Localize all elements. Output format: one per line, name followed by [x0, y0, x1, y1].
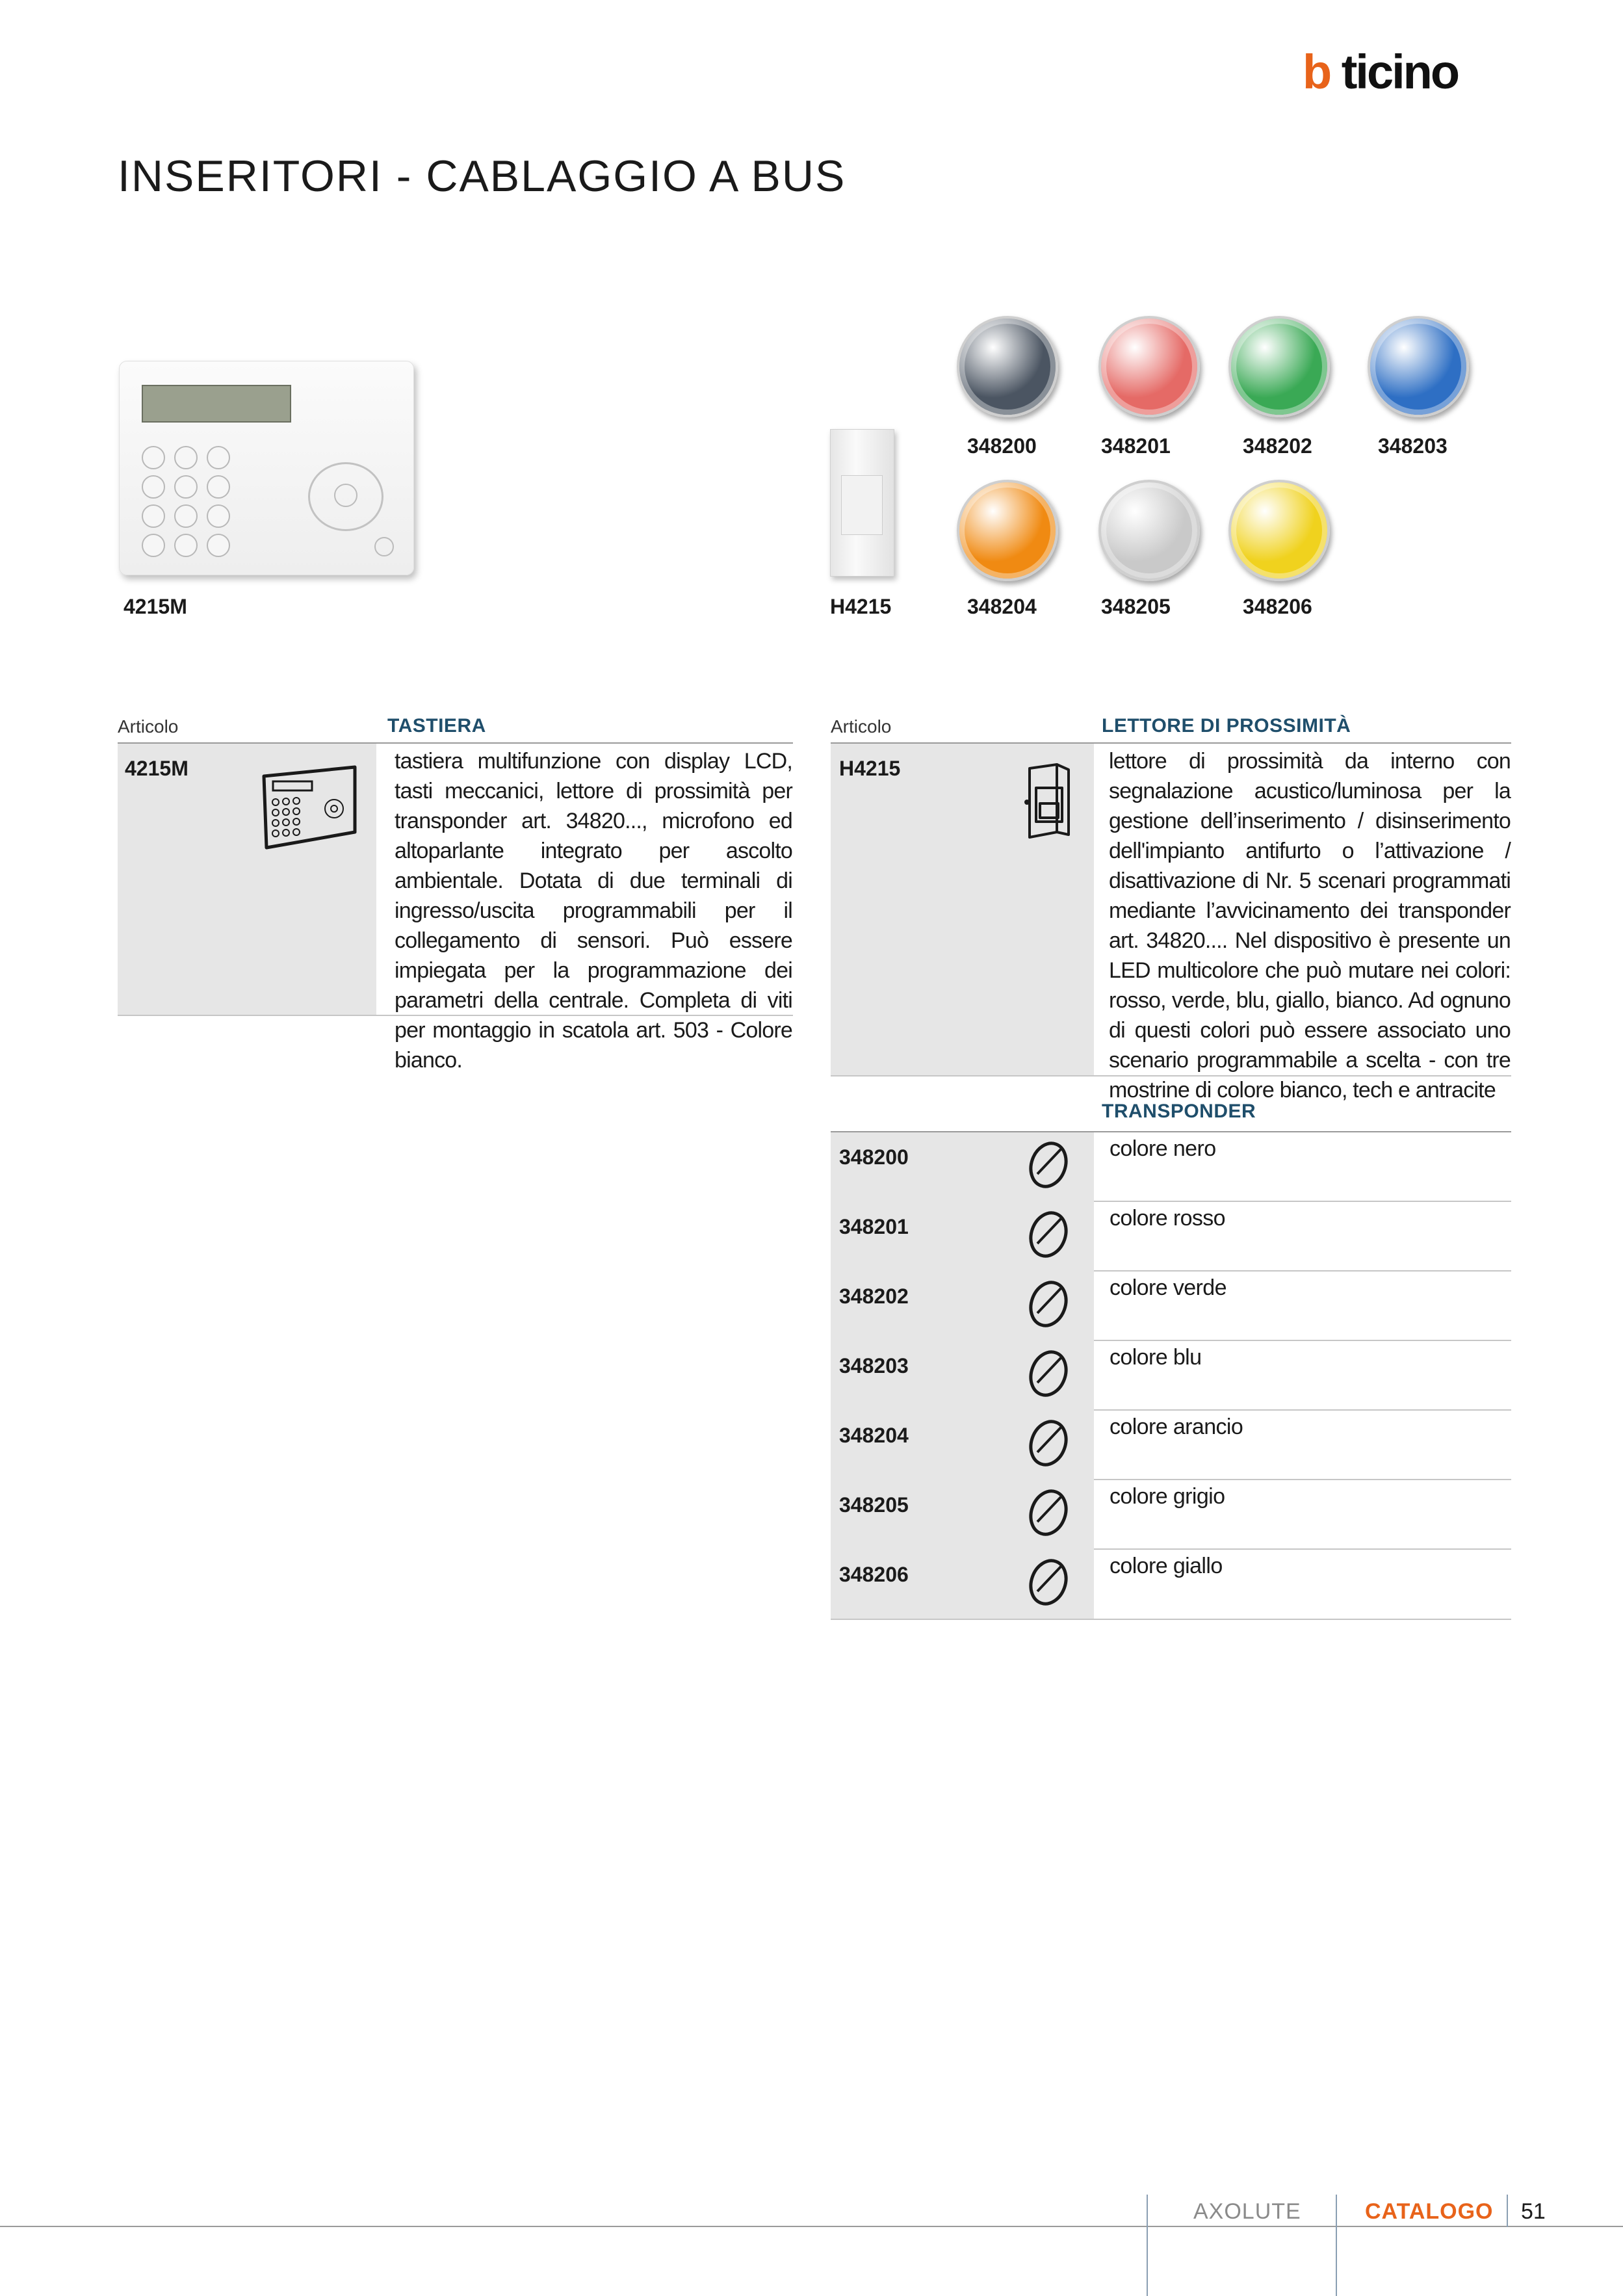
transponder-icon	[1026, 1483, 1071, 1541]
keypad-icon	[257, 762, 361, 853]
articolo-header: Articolo	[118, 716, 179, 737]
row-rule	[1094, 1270, 1511, 1272]
transponder-desc: colore verde	[1110, 1275, 1227, 1300]
transponder-desc: colore rosso	[1110, 1206, 1225, 1231]
transponder-code: 348200	[839, 1145, 909, 1169]
tag-image-348204	[957, 480, 1058, 581]
reader-icon	[1020, 762, 1079, 846]
key-button	[174, 475, 198, 499]
product-code: H4215	[839, 757, 901, 780]
section-title-transponder: TRANSPONDER	[1102, 1101, 1256, 1122]
key-button	[207, 534, 230, 557]
transponder-code: 348206	[839, 1563, 909, 1586]
key-button	[207, 504, 230, 528]
key-button	[207, 475, 230, 499]
transponder-icon	[1026, 1552, 1071, 1611]
key-button	[142, 504, 165, 528]
transponder-desc: colore blu	[1110, 1345, 1202, 1370]
transponder-code: 348204	[839, 1424, 909, 1447]
bticino-logo	[1303, 45, 1459, 99]
product-description: tastiera multifunzione con display LCD, tasti meccanici, lettore di prossimità per transponder art. 34820..., microfono ed altoparlante integrato per ascolto ambientale. Dotata di due terminali di ingresso/uscita programmabili per il collegamento di sensori. Può essere impiegata per la programmazione dei parametri della centrale. Completa di viti per montaggio in scatola art. 503 - Colore bianco.	[395, 749, 792, 1073]
transponder-code: 348205	[839, 1493, 909, 1517]
transponder-desc: colore nero	[1110, 1136, 1216, 1161]
row-rule	[1094, 1548, 1511, 1550]
key-button	[174, 504, 198, 528]
keypad-image	[119, 361, 414, 575]
transponder-icon	[1026, 1274, 1071, 1333]
tag-image-348202	[1228, 316, 1330, 417]
reader-window	[841, 475, 883, 535]
transponder-desc: colore grigio	[1110, 1484, 1225, 1509]
tag-image-348205	[1098, 480, 1200, 581]
row-rule	[1094, 1479, 1511, 1480]
tag-label: 348206	[1243, 595, 1312, 618]
tag-label: 348201	[1101, 434, 1171, 458]
tag-label: 348204	[967, 595, 1037, 618]
row-rule	[118, 1015, 793, 1016]
row-rule	[1094, 1201, 1511, 1202]
key-button	[174, 446, 198, 469]
key-button	[142, 446, 165, 469]
transponder-icon	[1026, 1205, 1071, 1263]
row-rule	[831, 1075, 1511, 1076]
key-button	[142, 475, 165, 499]
tag-label: 348203	[1378, 434, 1448, 458]
lcd-display	[142, 385, 291, 423]
transponder-code: 348202	[839, 1285, 909, 1308]
tag-image-348200	[957, 316, 1058, 417]
articolo-header: Articolo	[831, 716, 892, 737]
footer-separator	[1507, 2195, 1508, 2227]
footer-separator	[1147, 2195, 1148, 2296]
transponder-icon	[1026, 1135, 1071, 1194]
transponder-icon	[1026, 1413, 1071, 1472]
key-button	[207, 446, 230, 469]
footer-rule	[0, 2226, 1623, 2227]
transponder-desc: colore giallo	[1110, 1554, 1223, 1578]
key-button	[142, 534, 165, 557]
tag-label: 348205	[1101, 595, 1171, 618]
reader-image	[830, 429, 894, 577]
section-title-lettore: LETTORE DI PROSSIMITÀ	[1102, 715, 1351, 737]
transponder-desc: colore arancio	[1110, 1415, 1243, 1439]
page-number: 51	[1521, 2199, 1546, 2224]
section-title-tastiera: TASTIERA	[387, 715, 486, 737]
logo-b: b	[1303, 45, 1331, 99]
tag-label: 348202	[1243, 434, 1312, 458]
row-rule	[1094, 1340, 1511, 1341]
logo-rest: ticino	[1341, 45, 1459, 99]
transponder-icon	[1026, 1344, 1071, 1402]
key-button	[174, 534, 198, 557]
footer-separator	[1336, 2195, 1337, 2296]
navigation-center	[334, 484, 357, 507]
row-rule	[831, 1619, 1511, 1620]
page-title: INSERITORI - CABLAGGIO A BUS	[118, 151, 846, 201]
tag-image-348201	[1098, 316, 1200, 417]
footer-section: CATALOGO	[1365, 2199, 1494, 2224]
keypad-label: 4215M	[123, 595, 187, 618]
row-rule	[1094, 1409, 1511, 1411]
tag-image-348206	[1228, 480, 1330, 581]
tag-label: 348200	[967, 434, 1037, 458]
transponder-code: 348203	[839, 1354, 909, 1377]
tag-image-348203	[1368, 316, 1469, 417]
reader-label: H4215	[830, 595, 892, 618]
transponder-code: 348201	[839, 1215, 909, 1238]
product-code: 4215M	[125, 757, 188, 780]
product-description: lettore di prossimità da interno con segnalazione acustico/luminosa per la gestione dell’inserimento / disinserimento dell'impianto antifurto o l’attivazione / disattivazione di Nr. 5 scenari programmati mediante l’avvicinamento dei transponder art. 34820.... Nel dispositivo è presente un LED multicolore che può mutare nei colori: rosso, verde, blu, giallo, bianco. Ad ognuno di questi colori può essere associato uno scenario programmabile a scelta - con tre mostrine di colore bianco, tech e antracite	[1109, 749, 1511, 1102]
power-icon	[374, 537, 394, 556]
footer-series: AXOLUTE	[1193, 2199, 1301, 2224]
